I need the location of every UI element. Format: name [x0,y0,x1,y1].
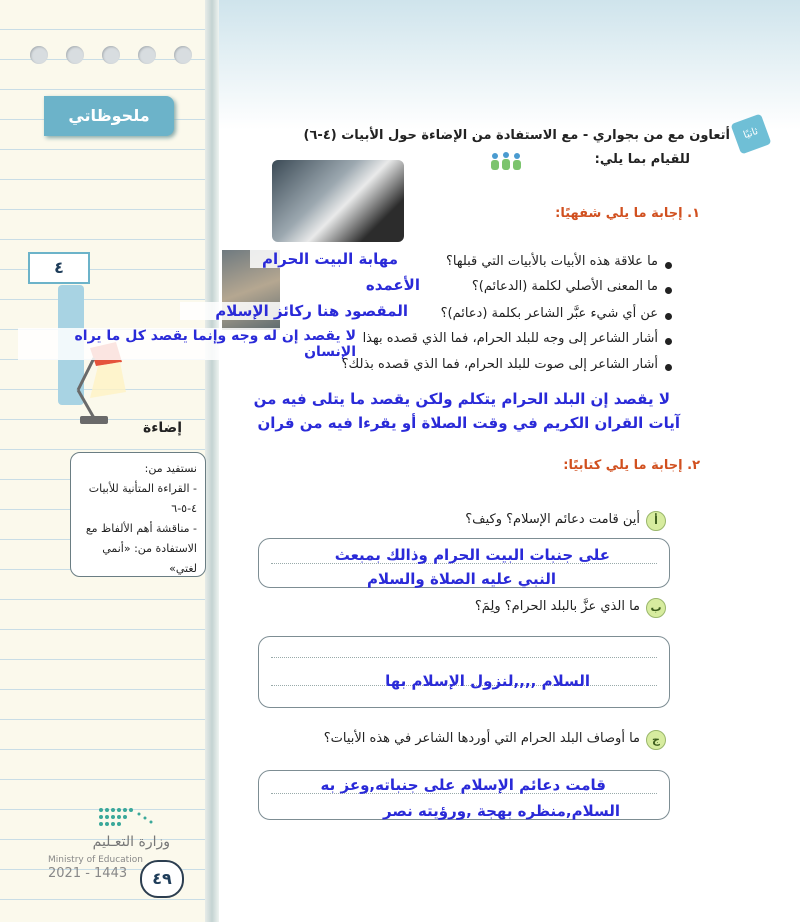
notes-title: ملحوظاتي [44,96,174,136]
question-text: أشار الشاعر إلى وجه للبلد الحرام، فما الذي قصده بهذا [362,331,658,346]
question-label: أ [646,511,666,531]
bullet [665,262,672,269]
answer-handwriting: لا يقصد إن له وجه وإنما يقصد كل ما يراه الإنسان [18,328,356,360]
bullet [665,338,672,345]
ministry-name-english: Ministry of Education [48,855,143,865]
bullet [665,287,672,294]
intro-line: أتعاون مع من بجواري - مع الاستفادة من الإضاءة حول الأبيات (٤-٦) [303,128,730,143]
question-text: أين قامت دعائم الإسلام؟ وكيف؟ [465,512,640,527]
page-spine [205,0,219,922]
answer-handwriting: لا يقصد إن البلد الحرام يتكلم ولكن يقصد ما يتلى فيه من [253,390,670,408]
benefit-title: نستفيد من: [144,462,197,475]
bullet [665,313,672,320]
benefit-line: الاستفادة من: «أنمي لغتي» [102,542,197,575]
ministry-logo-icon [95,800,159,834]
benefit-box [70,452,206,577]
answer-handwriting: السلام,منظره بهجة ,ورؤيته نصر [382,802,620,820]
binder-hole [174,46,192,64]
ministry-name-arabic: وزارة التعـليم [92,834,170,850]
question-text: ما علاقة هذه الأبيات بالأبيات التي قبلها؟ [445,254,658,269]
question-text: ما أوصاف البلد الحرام التي أوردها الشاعر في هذه الأبيات؟ [323,731,640,746]
question-text: ما المعنى الأصلي لكلمة (الدعائم)؟ [471,279,658,294]
header-band [219,0,800,130]
group-people-icon [488,150,524,174]
section2-title: ٢. إجابة ما يلي كتابيًا: [563,458,700,473]
bullet [665,364,672,371]
answer-handwriting: آيات القران الكريم في وقت الصلاة أو يقرءا فيه من قران [257,414,680,432]
answer-handwriting: المقصود هنا ركائز الإسلام [180,302,408,320]
verse-number-box: ٤ [28,252,90,284]
question-label: ج [646,730,666,750]
pilgrims-photo [272,160,404,242]
question-text: عن أي شيء عبَّر الشاعر بكلمة (دعائم)؟ [440,306,658,321]
intro-line: للقيام بما يلي: [594,152,690,167]
answer-handwriting: النبي عليه الصلاة والسلام [367,570,556,588]
second-badge: ثانيًا [730,113,771,154]
binder-hole [66,46,84,64]
question-label: ب [646,598,666,618]
benefit-line: - مناقشة أهم الألفاظ مع [85,522,197,535]
benefit-line: - القراءة المتأنية للأبيات [88,482,197,495]
section1-title: ١. إجابة ما يلي شفهيًا: [555,206,700,221]
question-text: أشار الشاعر إلى صوت للبلد الحرام، فما الذي قصده بذلك؟ [341,357,658,372]
answer-handwriting: قامت دعائم الإسلام على جنباته,وعز به [320,776,606,794]
benefit-line: ٤-٥-٦ [171,502,197,515]
page-number: ٤٩ [140,860,184,898]
answer-handwriting: السلام ,,,,لنزول الإسلام بها [385,672,590,690]
binder-hole [138,46,156,64]
answer-handwriting: مهابة البيت الحرام [250,250,398,268]
question-text: ما الذي عزَّ بالبلد الحرام؟ ولِمَ؟ [474,599,640,614]
ministry-year: 2021 - 1443 [48,866,128,881]
answer-handwriting: الأعمده [330,276,420,294]
dotted-line [271,657,657,658]
answer-handwriting: على جنبات البيت الحرام وذالك بمبعث [334,546,610,564]
light-label: إضاءة [142,420,182,436]
binder-hole [102,46,120,64]
binder-hole [30,46,48,64]
